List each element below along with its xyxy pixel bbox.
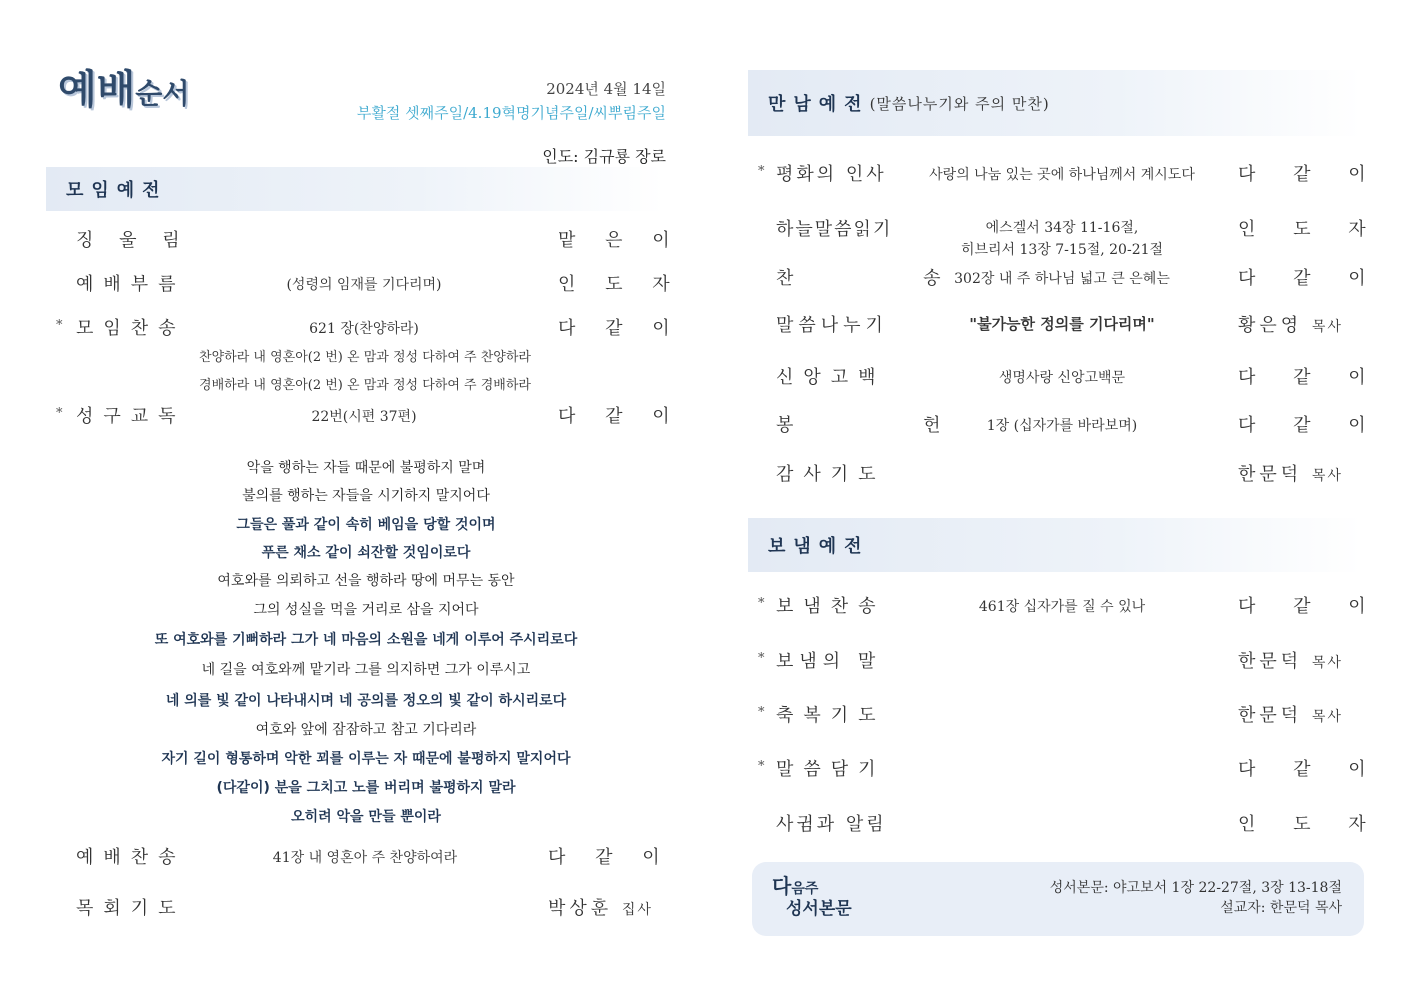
logo-text-a: 다 xyxy=(772,874,792,898)
reading-line: (다같이) 분을 그치고 노를 버리며 불평하지 말라 xyxy=(216,780,516,796)
section-title: 만남예전 xyxy=(768,94,870,115)
item-middle: 에스겔서 34장 11-16절, xyxy=(985,220,1139,236)
logo-text-c: 성서본문 xyxy=(786,899,852,919)
reading-line: 불의를 행하는 자들을 시기하지 말지어다 xyxy=(242,488,490,504)
item-who: 다 같 이 xyxy=(558,318,682,339)
item-label: 말씀담기 xyxy=(776,759,886,780)
item-label: 예배찬송 xyxy=(76,847,186,868)
item-label: 신앙고백 xyxy=(776,367,886,388)
item-label: 사귐과 알림 xyxy=(776,814,887,835)
item-middle: 41장 내 영혼아 주 찬양하여라 xyxy=(272,850,458,866)
person-name: 박상훈 xyxy=(548,898,613,919)
section-meeting xyxy=(748,70,1362,136)
person-name: 황은영 xyxy=(1238,315,1303,336)
item-label: 성구교독 xyxy=(76,406,186,427)
standing-mark: * xyxy=(758,705,765,720)
item-who xyxy=(1238,311,1343,337)
standing-mark: * xyxy=(56,406,63,421)
person-name: 한문덕 xyxy=(1238,705,1303,726)
item-label: 하늘말씀읽기 xyxy=(776,219,893,240)
item-label: 보냄찬송 xyxy=(776,596,886,617)
item-label: 목회기도 xyxy=(76,898,186,919)
item-label: 보냄의 말 xyxy=(776,651,882,672)
section-sending xyxy=(748,518,1362,572)
person-title: 목사 xyxy=(1311,655,1343,671)
reading-line: 또 여호와를 기뻐하라 그가 네 마음의 소원을 네게 이루어 주시리로다 xyxy=(154,632,578,648)
item-who xyxy=(1238,701,1343,727)
reading-line: 그의 성실을 먹을 거리로 삼을 지어다 xyxy=(253,602,479,618)
logo-text-a: 예배 xyxy=(58,66,136,113)
item-label: 감사기도 xyxy=(776,464,886,485)
item-who xyxy=(1238,647,1343,673)
standing-mark: * xyxy=(758,164,765,179)
item-middle: (성령의 임재를 기다리며) xyxy=(286,277,442,293)
reading-line: 악을 행하는 자들 때문에 불평하지 말며 xyxy=(246,460,486,476)
next-week-logo xyxy=(772,876,852,919)
item-who xyxy=(1238,460,1343,486)
reading-line: 오히려 악을 만들 뿐이라 xyxy=(291,809,441,825)
person-name: 한문덕 xyxy=(1238,651,1303,672)
person-title: 목사 xyxy=(1311,468,1343,484)
reading-line: 그들은 풀과 같이 속히 베임을 당할 것이며 xyxy=(236,517,496,533)
person-title: 목사 xyxy=(1311,709,1343,725)
item-label: 징 울 림 xyxy=(76,230,190,251)
person-title: 목사 xyxy=(1311,319,1343,335)
section-subtitle: (말씀나누기와 주의 만찬) xyxy=(869,94,1050,113)
service-leader: 인도: 김규룡 장로 xyxy=(542,147,666,166)
standing-mark: * xyxy=(56,318,63,333)
item-label: 찬 송 xyxy=(776,268,1003,289)
item-who: 다 같 이 xyxy=(1238,367,1382,388)
reading-line: 여호와 앞에 잠잠하고 참고 기다리라 xyxy=(255,722,477,738)
item-label: 축복기도 xyxy=(776,705,886,726)
item-who: 다 같 이 xyxy=(1238,415,1382,436)
item-who: 인 도 자 xyxy=(1238,814,1382,835)
person-name: 한문덕 xyxy=(1238,464,1303,485)
section-title: 모임예전 xyxy=(66,180,168,201)
item-label: 모임찬송 xyxy=(76,318,186,339)
reading-line: 네 길을 여호와께 맡기라 그를 의지하면 그가 이루시고 xyxy=(201,662,531,678)
standing-mark: * xyxy=(758,651,765,666)
next-week-preacher: 설교자: 한문덕 목사 xyxy=(1220,900,1342,916)
reading-line: 네 의를 빛 같이 나타내시며 네 공의를 정오의 빛 같이 하시리로다 xyxy=(165,693,567,709)
person-title: 집사 xyxy=(621,902,653,918)
item-label: 말씀나누기 xyxy=(776,315,888,336)
reading-line: 여호와를 의뢰하고 선을 행하라 땅에 머무는 동안 xyxy=(217,573,515,589)
item-label: 예배부름 xyxy=(76,274,186,295)
item-who: 다 같 이 xyxy=(1238,759,1382,780)
service-subtitle: 부활절 셋째주일/4.19혁명기념주일/씨뿌림주일 xyxy=(356,104,666,122)
section-gathering xyxy=(46,167,664,211)
next-week-box xyxy=(752,862,1364,936)
reading-line: 푸른 채소 같이 쇠잔할 것임이로다 xyxy=(261,545,471,561)
item-middle: 22번(시편 37편) xyxy=(311,409,417,425)
standing-mark: * xyxy=(758,596,765,611)
item-middle: 생명사랑 신앙고백문 xyxy=(998,370,1126,386)
item-middle: 621 장(찬양하라) xyxy=(309,321,419,337)
item-who xyxy=(548,894,653,920)
item-who: 맡 은 이 xyxy=(558,230,682,251)
section-title: 보냄예전 xyxy=(768,536,870,557)
logo-text-b: 음주 xyxy=(791,881,819,897)
hymn-lyric-line: 찬양하라 내 영혼아(2 번) 온 맘과 정성 다하여 주 찬양하라 xyxy=(199,350,531,365)
service-date: 2024년 4월 14일 xyxy=(546,80,666,98)
reading-line: 자기 길이 형통하며 악한 꾀를 이루는 자 때문에 불평하지 말지어다 xyxy=(161,751,571,767)
item-who: 다 같 이 xyxy=(1238,596,1382,617)
item-who: 다 같 이 xyxy=(558,406,682,427)
item-middle: 사랑의 나눔 있는 곳에 하나님께서 계시도다 xyxy=(929,167,1195,183)
item-middle-line2: 히브리서 13장 7-15절, 20-21절 xyxy=(960,242,1164,258)
standing-mark: * xyxy=(758,759,765,774)
hymn-lyric-line: 경배하라 내 영혼아(2 번) 온 맘과 정성 다하여 주 경배하라 xyxy=(199,378,531,393)
item-label: 평화의 인사 xyxy=(776,164,887,185)
item-middle: 1장 (십자가를 바라보며) xyxy=(986,418,1138,434)
next-week-scripture: 성서본문: 야고보서 1장 22-27절, 3장 13-18절 xyxy=(1049,880,1342,896)
next-week-info xyxy=(1050,878,1342,918)
sermon-title: "불가능한 정의를 기다리며" xyxy=(969,315,1155,333)
item-who: 인 도 자 xyxy=(1238,219,1382,240)
item-middle: 461장 십자가를 질 수 있나 xyxy=(978,599,1146,615)
bulletin-logo xyxy=(58,58,189,115)
item-who: 다 같 이 xyxy=(548,847,672,868)
item-who: 인 도 자 xyxy=(558,274,682,295)
item-label: 봉 헌 xyxy=(776,415,1003,436)
logo-text-b: 순서 xyxy=(135,77,190,110)
item-who: 다 같 이 xyxy=(1238,164,1382,185)
item-middle: 302장 내 주 하나님 넓고 큰 은혜는 xyxy=(954,271,1170,287)
item-who: 다 같 이 xyxy=(1238,268,1382,289)
